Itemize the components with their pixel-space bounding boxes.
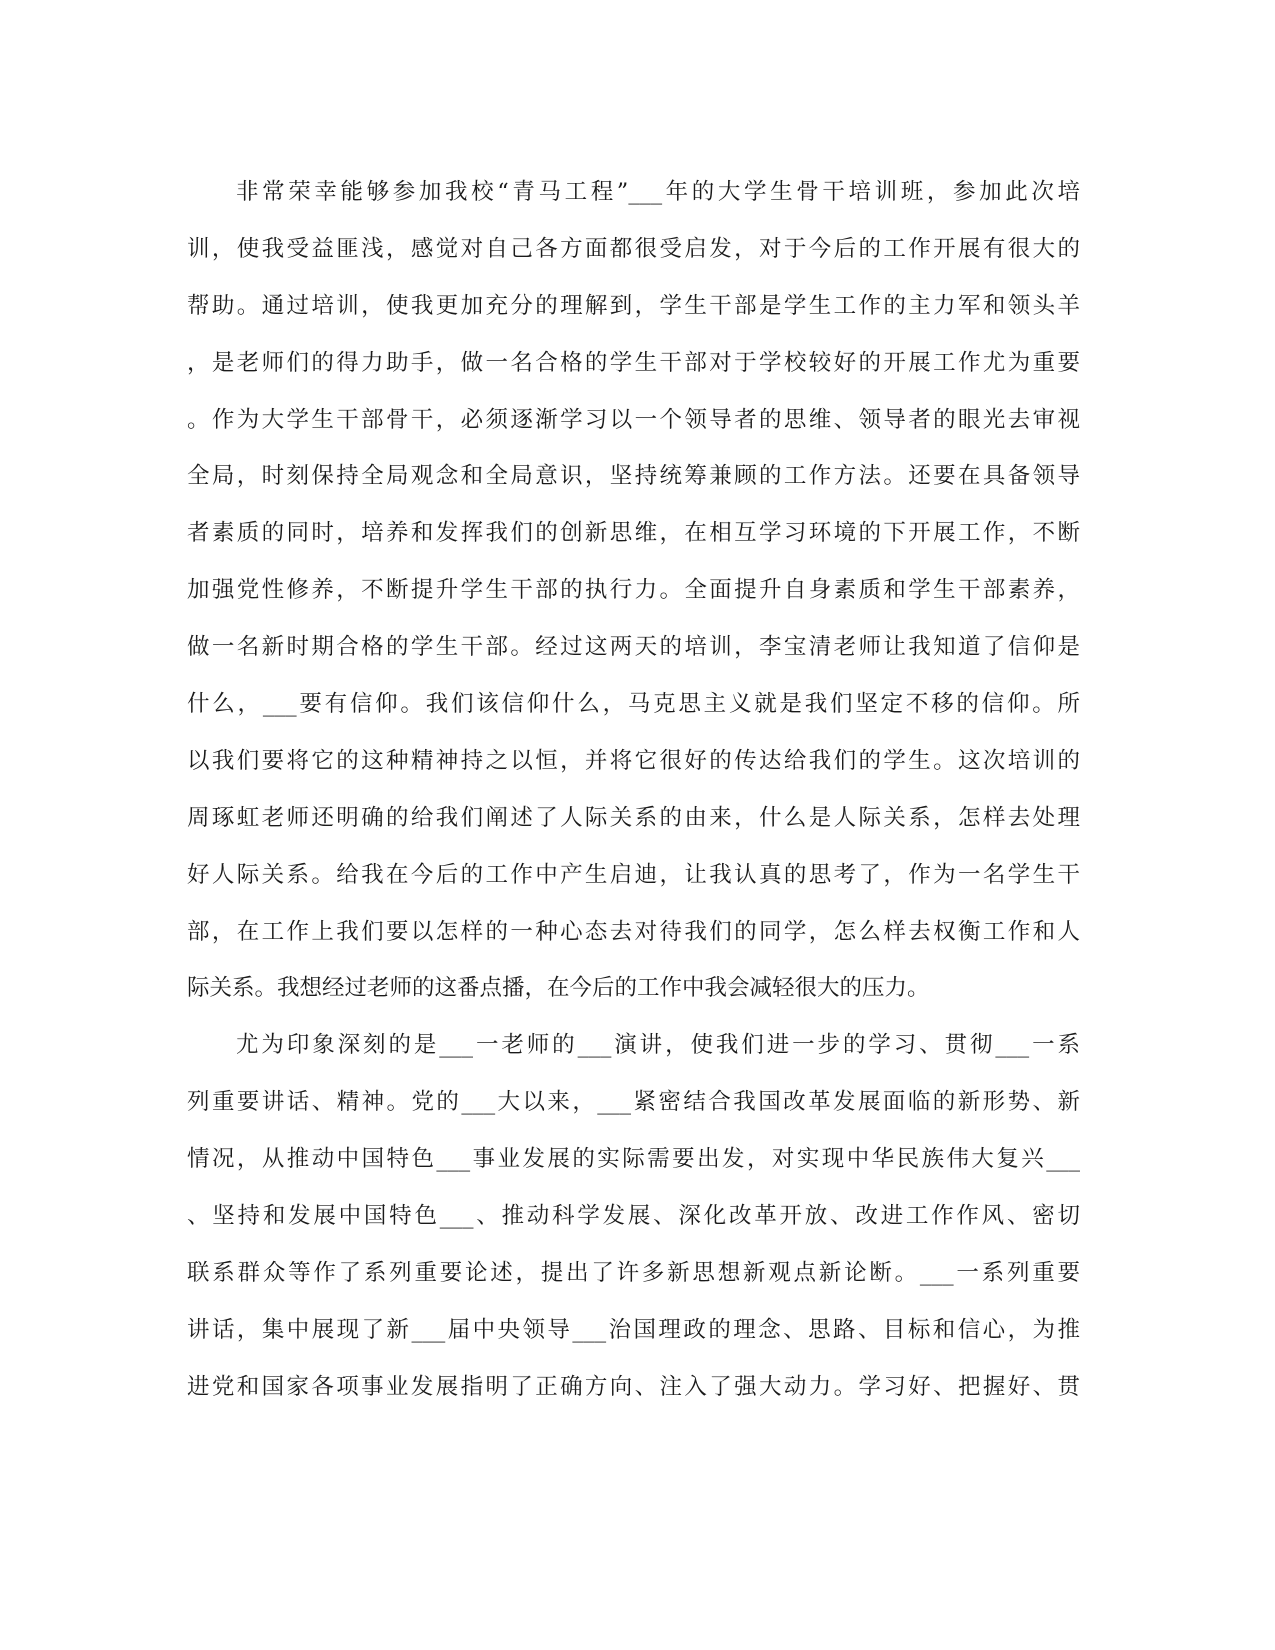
text-line: 情况，从推动中国特色___事业发展的实际需要出发，对实现中华民族伟大复兴___ <box>187 1146 1080 1173</box>
text-line: 联系群众等作了系列重要论述，提出了许多新思想新观点新论断。___一系列重要 <box>187 1259 1080 1286</box>
text-line: 周琢虹老师还明确的给我们阐述了人际关系的由来，什么是人际关系，怎样去处理 <box>187 804 1080 831</box>
text-line: 列重要讲话、精神。党的___大以来，___紧密结合我国改革发展面临的新形势、新 <box>187 1089 1080 1116</box>
text-line: 际关系。我想经过老师的这番点播，在今后的工作中我会减轻很大的压力。 <box>187 975 930 1002</box>
text-line: 者素质的同时，培养和发挥我们的创新思维，在相互学习环境的下开展工作，不断 <box>187 520 1080 547</box>
text-line: 加强党性修养，不断提升学生干部的执行力。全面提升自身素质和学生干部素养， <box>187 577 1080 604</box>
text-line: 帮助。通过培训，使我更加充分的理解到，学生干部是学生工作的主力军和领头羊 <box>187 292 1080 319</box>
text-line: 全局，时刻保持全局观念和全局意识，坚持统筹兼顾的工作方法。还要在具备领导 <box>187 463 1080 490</box>
text-line: 尤为印象深刻的是___一老师的___演讲，使我们进一步的学习、贯彻___一系 <box>236 1032 1080 1059</box>
text-line: 以我们要将它的这种精神持之以恒，并将它很好的传达给我们的学生。这次培训的 <box>187 747 1080 774</box>
text-line: 非常荣幸能够参加我校“青马工程”___年的大学生骨干培训班，参加此次培 <box>236 179 1080 205</box>
text-line: 。作为大学生干部骨干，必须逐渐学习以一个领导者的思维、领导者的眼光去审视 <box>187 406 1080 433</box>
text-line: 部，在工作上我们要以怎样的一种心态去对待我们的同学，怎么样去权衡工作和人 <box>187 918 1080 945</box>
text-line: 好人际关系。给我在今后的工作中产生启迪，让我认真的思考了，作为一名学生干 <box>187 861 1080 888</box>
text-line: 做一名新时期合格的学生干部。经过这两天的培训，李宝清老师让我知道了信仰是 <box>187 634 1080 661</box>
body-text <box>187 164 1080 1416</box>
text-line: ，是老师们的得力助手，做一名合格的学生干部对于学校较好的开展工作尤为重要 <box>187 349 1080 376</box>
text-line: 什么，___要有信仰。我们该信仰什么，马克思主义就是我们坚定不移的信仰。所 <box>187 691 1080 718</box>
text-line: 进党和国家各项事业发展指明了正确方向、注入了强大动力。学习好、把握好、贯 <box>187 1373 1080 1400</box>
paragraph-2 <box>187 1017 1080 1415</box>
text-line: 训，使我受益匪浅，感觉对自己各方面都很受启发，对于今后的工作开展有很大的 <box>187 235 1080 262</box>
text-line: 、坚持和发展中国特色___、推动科学发展、深化改革开放、改进工作作风、密切 <box>187 1203 1080 1230</box>
text-line: 讲话，集中展现了新___届中央领导___治国理政的理念、思路、目标和信心，为推 <box>187 1316 1080 1343</box>
paragraph-1 <box>187 164 1080 1017</box>
